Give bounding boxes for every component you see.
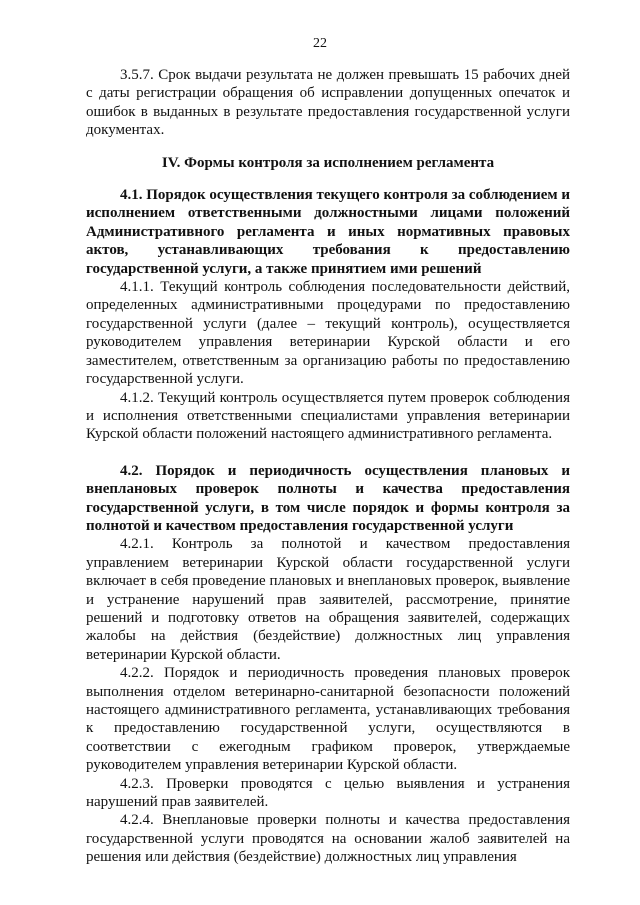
paragraph-4-2-3: 4.2.3. Проверки проводятся с целью выявления и устранения нарушений прав заявителей. bbox=[86, 775, 570, 811]
page-number: 22 bbox=[313, 36, 327, 51]
spacer bbox=[86, 444, 570, 462]
section-heading-iv: IV. Формы контроля за исполнением регламента bbox=[161, 154, 495, 171]
subsection-heading-4-1: 4.1. Порядок осуществления текущего контроля за соблюдением и исполнением ответственными должностными лицами положений Административного регламента и иных нормативных правовых актов, устанавливающих требования к предоставлению государственной услуги, а также принятием ими решений bbox=[86, 187, 570, 277]
paragraph-4-2-4: 4.2.4. Внеплановые проверки полноты и качества предоставления государственной услуги проводятся на основании жалоб заявителей на решения или действия (бездействие) должностных лиц управления bbox=[86, 812, 570, 866]
paragraph-4-2-1: 4.2.1. Контроль за полнотой и качеством предоставления управлением ветеринарии Курской области государственной услуги включает в себя проведение плановых и внеплановых проверок, выявление и устранение нарушений прав заявителей, рассмотрение, принятие решений и подготовку ответов на обращения заявителей, содержащих жалобы на действия (бездействие) должностных лиц управления ветеринарии Курской области. bbox=[86, 536, 570, 663]
subsection-heading-4-2: 4.2. Порядок и периодичность осуществления плановых и внеплановых проверок полноты и качества предоставления государственной услуги, в том числе порядок и формы контроля за полнотой и качеством предоставления государственной услуги bbox=[86, 462, 570, 534]
paragraph-4-1-1: 4.1.1. Текущий контроль соблюдения последовательности действий, определенных административными процедурами по предоставлению государственной услуги (далее – текущий контроль), осуществляется руководителем управления ветеринарии Курской области и его заместителем, ответственным за организацию работы по предоставлению государственной услуги. bbox=[86, 279, 570, 388]
paragraph-3-5-7: 3.5.7. Срок выдачи результата не должен превышать 15 рабочих дней с даты регистрации обращения об исправлении допущенных опечаток и ошибок в выданных в результате предоставления государственной услуги документах. bbox=[86, 67, 570, 139]
paragraph-4-1-2: 4.1.2. Текущий контроль осуществляется путем проверок соблюдения и исполнения ответственными специалистами управления ветеринарии Курской области положений настоящего административного регламента. bbox=[86, 389, 570, 443]
paragraph-4-2-2: 4.2.2. Порядок и периодичность проведения плановых проверок выполнения отделом ветеринарно-санитарной безопасности положений настоящего административного регламента, устанавливающих требования к предоставлению государственной услуги, осуществляются в соответствии с ежегодным графиком проверок, утверждаемые руководителем управления ветеринарии Курской области. bbox=[86, 665, 570, 774]
document-body bbox=[86, 66, 570, 867]
